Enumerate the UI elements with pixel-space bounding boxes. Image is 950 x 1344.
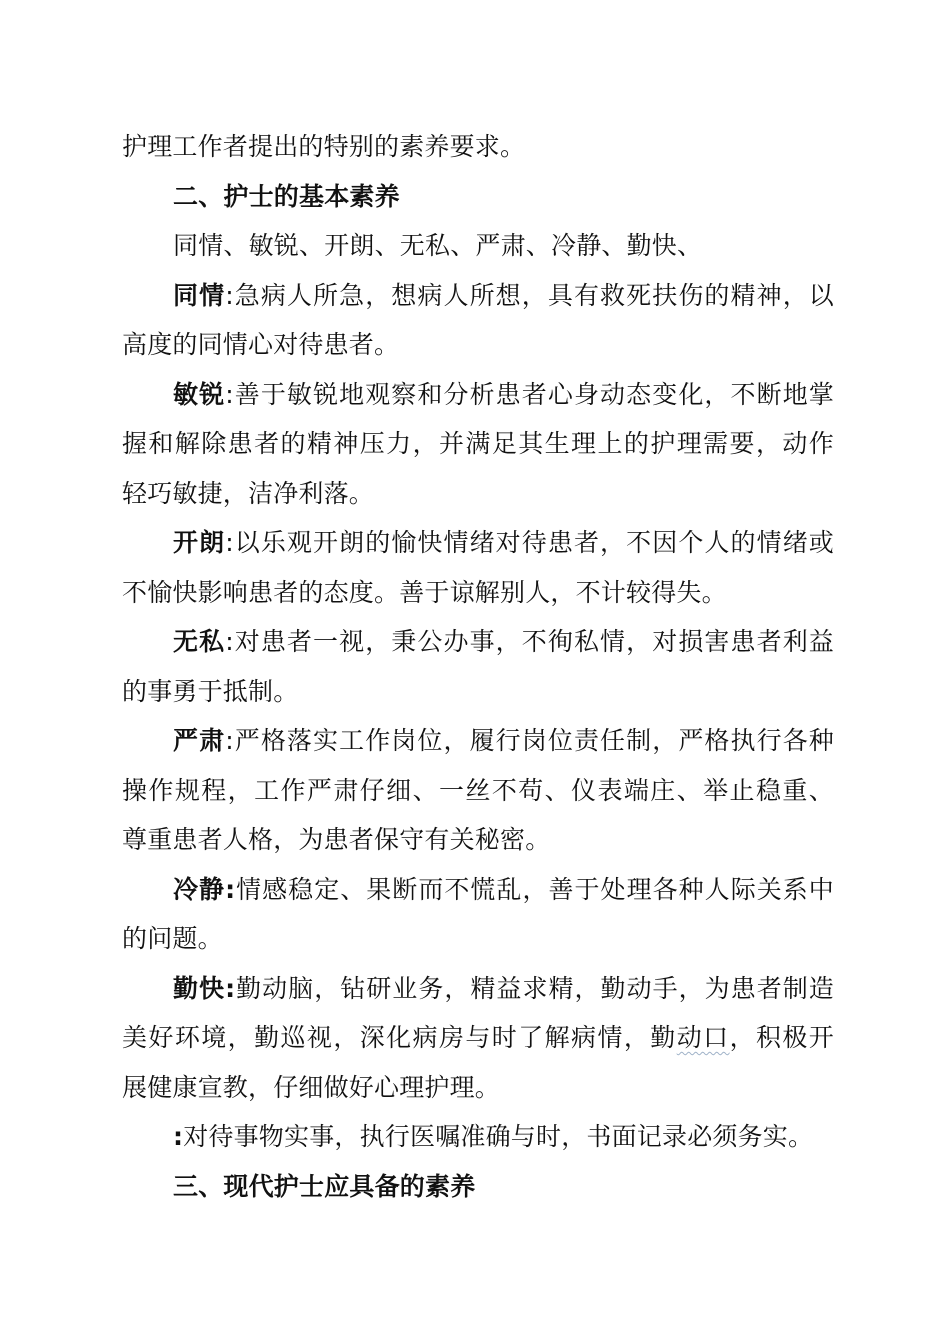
paragraph-line bbox=[122, 865, 834, 915]
paragraph-diligence bbox=[122, 964, 834, 1113]
term-label: 勤快 bbox=[173, 973, 226, 1003]
term-label: 同情 bbox=[173, 280, 226, 310]
paragraph-line: 的事勇于抵制。 bbox=[122, 676, 299, 706]
paragraph-line: 高度的同情心对待患者。 bbox=[122, 330, 400, 359]
section-heading-basic-qualities: 二、护士的基本素养 bbox=[173, 181, 400, 211]
paragraph-line: 的问题。 bbox=[122, 924, 223, 953]
paragraph-line: 尊重患者人格，为患者保守有关秘密。 bbox=[122, 825, 551, 854]
paragraph-text: 严格落实工作岗位，履行岗位责任制，严格执行各种 bbox=[233, 726, 835, 755]
document-body bbox=[122, 122, 834, 1211]
paragraph-line-with-wavy-underline: 美好环境，勤巡视，深化病房与时了解病情，勤动口，积极开 bbox=[122, 1023, 835, 1052]
qualities-list-line: 同情、敏锐、开朗、无私、严肃、冷静、勤快、 bbox=[173, 231, 703, 260]
paragraph-seriousness bbox=[122, 716, 834, 865]
paragraph-calmness bbox=[122, 865, 834, 964]
term-label: 开朗 bbox=[173, 528, 226, 557]
term-separator: : bbox=[225, 528, 234, 557]
paragraph-line bbox=[122, 518, 834, 568]
paragraph-line: 不愉快影响患者的态度。善于谅解别人，不计较得失。 bbox=[122, 577, 727, 607]
term-separator: : bbox=[225, 379, 234, 409]
paragraph-text: 对患者一视，秉公办事，不徇私情，对损害患者利益 bbox=[233, 627, 835, 656]
term-separator: : bbox=[225, 726, 234, 755]
paragraph-text: 情感稳定、果断而不慌乱，善于处理各种人际关系中 bbox=[235, 874, 835, 904]
paragraph-sympathy bbox=[122, 271, 834, 370]
term-label: 敏锐 bbox=[173, 379, 226, 409]
paragraph-text: 急病人所急，想病人所想，具有救死扶伤的精神，以 bbox=[233, 280, 835, 310]
paragraph-text: 勤动脑，钻研业务，精益求精，勤动手，为患者制造 bbox=[235, 973, 835, 1003]
paragraph-text: 善于敏锐地观察和分析患者心身动态变化，不断地掌 bbox=[233, 379, 835, 409]
intro-line: 护理工作者提出的特别的素养要求。 bbox=[122, 132, 526, 161]
term-label: 无私 bbox=[173, 627, 226, 656]
term-separator: : bbox=[225, 627, 234, 656]
paragraph-line bbox=[122, 271, 834, 321]
term-label: 冷静 bbox=[173, 874, 226, 904]
paragraph-line bbox=[122, 964, 834, 1014]
section-heading-modern-qualities: 三、现代护士应具备的素养 bbox=[173, 1171, 476, 1201]
term-separator: : bbox=[225, 874, 236, 904]
term-separator: : bbox=[225, 280, 234, 310]
paragraph-cheerfulness bbox=[122, 518, 834, 617]
paragraph-line: 操作规程，工作严肃仔细、一丝不苟、仪表端庄、举止稳重、 bbox=[122, 775, 834, 805]
paragraph-line bbox=[122, 370, 834, 420]
paragraph-line bbox=[122, 716, 834, 766]
term-separator: : bbox=[225, 973, 236, 1003]
paragraph-selflessness bbox=[122, 617, 834, 716]
paragraph-keenness bbox=[122, 370, 834, 519]
paragraph-line bbox=[122, 617, 834, 667]
term-label: 严肃 bbox=[173, 726, 226, 755]
paragraph-line: 轻巧敏捷，洁净利落。 bbox=[122, 478, 375, 508]
orphan-paragraph bbox=[122, 1112, 834, 1162]
term-separator: : bbox=[173, 1122, 184, 1151]
paragraph-text: 对待事物实事，执行医嘱准确与时，书面记录必须务实。 bbox=[183, 1122, 814, 1151]
paragraph-line: 握和解除患者的精神压力，并满足其生理上的护理需要，动作 bbox=[122, 429, 834, 458]
wavy-underline-mark: 动口 bbox=[676, 1023, 730, 1052]
paragraph-line: 展健康宣教，仔细做好心理护理。 bbox=[122, 1072, 501, 1102]
paragraph-text: 以乐观开朗的愉快情绪对待患者，不因个人的情绪或 bbox=[233, 528, 835, 557]
